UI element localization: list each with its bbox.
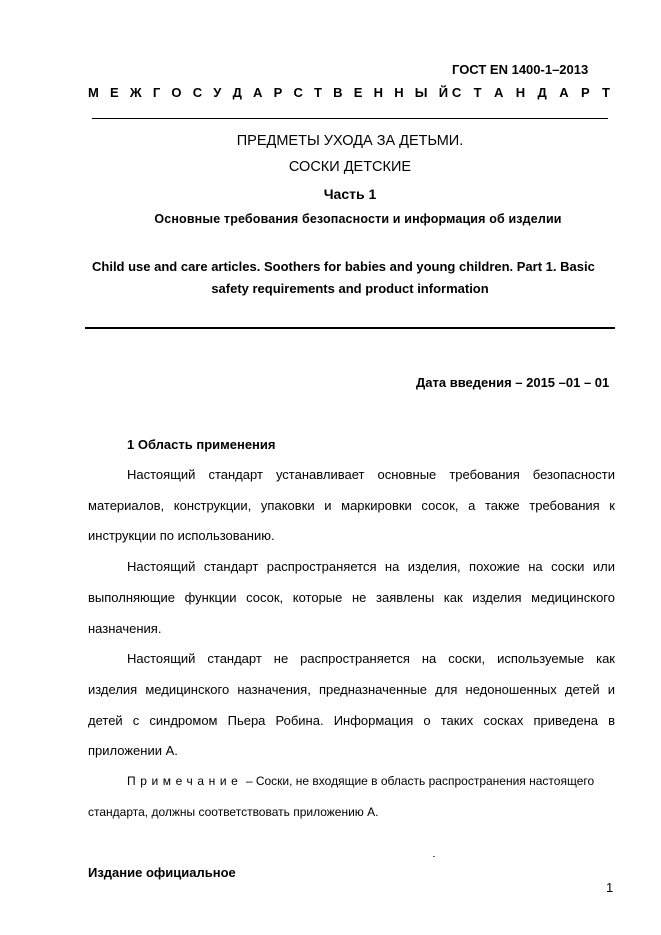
document-subtitle: Основные требования безопасности и информация об изделии — [154, 212, 562, 226]
title-divider — [85, 327, 615, 329]
heading-letter: С — [293, 85, 303, 100]
standard-word — [452, 85, 610, 100]
heading-letter: Н — [373, 85, 383, 100]
note-text: – Соски, не входящие в область распространения настоящего — [245, 774, 595, 788]
heading-letter: Т — [602, 85, 610, 100]
heading-letter: Д — [537, 85, 547, 100]
heading-letter: Н — [394, 85, 404, 100]
heading-letter: М — [88, 85, 99, 100]
heading-letter: У — [213, 85, 222, 100]
heading-letter: Е — [110, 85, 119, 100]
document-title-line-2: СОСКИ ДЕТСКИЕ — [288, 159, 412, 175]
heading-letter: С — [451, 85, 462, 100]
paragraph-line: материалов, конструкции, упаковки и маркировки сосок, а также требования к — [88, 498, 615, 513]
document-code: ГОСТ EN 1400-1–2013 — [452, 62, 589, 77]
heading-letter: Й — [438, 85, 449, 100]
note — [127, 774, 594, 788]
heading-letter: А — [493, 85, 504, 100]
paragraph-line: инструкции по использованию. — [88, 528, 275, 543]
heading-letter: С — [192, 85, 203, 100]
heading-letter: А — [253, 85, 263, 100]
introduction-date: Дата введения – 2015 –01 – 01 — [416, 375, 610, 390]
heading-letter: Г — [152, 85, 161, 100]
heading-letter: Е — [353, 85, 363, 100]
heading-letter: Т — [473, 85, 482, 100]
heading-letter: Р — [580, 85, 590, 100]
paragraph-line: детей с синдромом Пьера Робина. Информация о таких сосках приведена в — [88, 713, 615, 728]
scan-dot — [433, 856, 435, 857]
paragraph-line: Настоящий стандарт не распространяется на соски, используемые как — [127, 651, 615, 666]
official-edition-label: Издание официальное — [88, 865, 236, 880]
heading-letter: Н — [515, 85, 526, 100]
paragraph-line: Настоящий стандарт устанавливает основные требования безопасности — [127, 467, 615, 482]
heading-letter: Р — [273, 85, 283, 100]
paragraph-line: Настоящий стандарт распространяется на изделия, похожие на соски или — [127, 559, 615, 574]
interstate-word — [88, 85, 448, 100]
page-number: 1 — [606, 880, 614, 895]
note-continuation: стандарта, должны соответствовать приложению А. — [88, 805, 379, 819]
english-title-line-1: Child use and care articles. Soothers for babies and young children. Part 1. Basic — [92, 259, 595, 274]
section-heading: 1 Область применения — [127, 437, 276, 452]
interstate-standard-heading — [88, 85, 610, 100]
paragraph-line: изделия медицинского назначения, предназначенные для недоношенных детей и — [88, 682, 615, 697]
note-label: Примечание — [127, 774, 243, 788]
heading-letter: О — [171, 85, 182, 100]
heading-letter: А — [559, 85, 569, 100]
heading-letter: В — [333, 85, 343, 100]
heading-letter: Ж — [129, 85, 142, 100]
paragraph-line: выполняющие функции сосок, которые не заявлены как изделия медицинского — [88, 590, 615, 605]
heading-letter: Ы — [414, 85, 428, 100]
document-title-line-1: ПРЕДМЕТЫ УХОДА ЗА ДЕТЬМИ. — [236, 133, 464, 149]
english-title-line-2: safety requirements and product information — [211, 281, 489, 296]
document-part: Часть 1 — [323, 186, 377, 202]
paragraph-line: приложении А. — [88, 743, 178, 758]
heading-letter: Т — [314, 85, 322, 100]
paragraph-line: назначения. — [88, 621, 162, 636]
heading-letter: Д — [232, 85, 242, 100]
header-divider — [92, 118, 608, 119]
